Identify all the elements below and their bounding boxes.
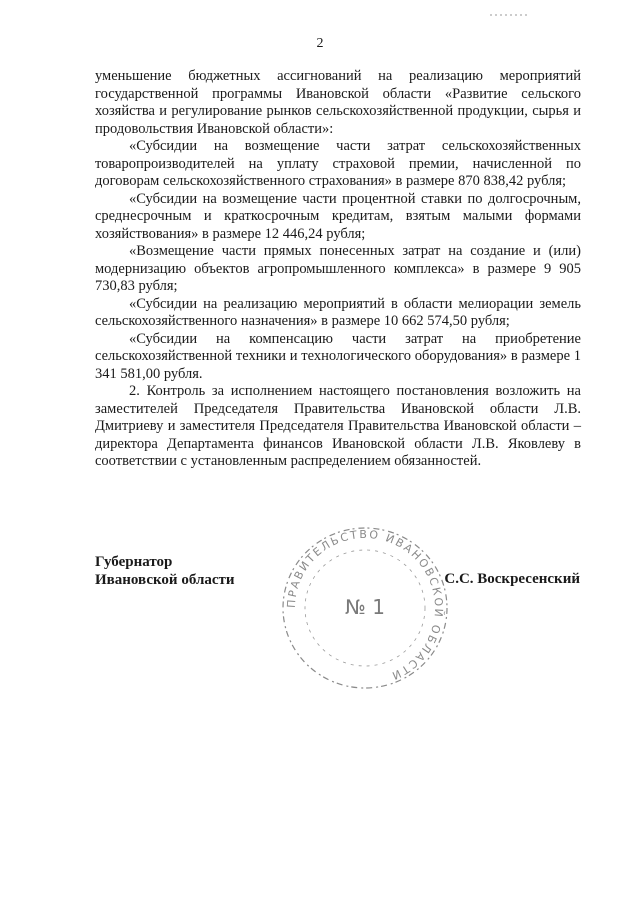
scan-artifact <box>490 4 530 8</box>
official-stamp <box>270 518 460 698</box>
paragraph-insurance-subsidy: «Субсидии на возмещение части затрат сельскохозяйственных товаропроизводителей на уплату страховой премии, начисленной по договорам сельскохозяйственного страхования» в размере 870 838,42 рубля; <box>95 138 581 189</box>
stamp-outer-text: ПРАВИТЕЛЬСТВО ИВАНОВСКОЙ ОБЛАСТИ <box>284 527 446 683</box>
stamp-number: № 1 <box>345 595 385 619</box>
paragraph-equipment: «Субсидии на компенсацию части затрат на приобретение сельскохозяйственной техники и технологического оборудования» в размере 1 341 581,00 рубля. <box>95 330 581 382</box>
paragraph-control: 2. Контроль за исполнением настоящего постановления возложить на заместителей Председателя Правительства Ивановской области Л.В. Дмитриеву и заместителя Председателя Правительства Ивановской области – директора Департамента финансов Ивановской области Л.В. Яковлеву в соответствии с установленным распределением обязанностей. <box>95 383 581 469</box>
signatory-title-line2: Ивановской области <box>95 572 235 588</box>
signatory-name: С.С. Воскресенский <box>444 571 580 587</box>
paragraph-interest-subsidy: «Субсидии на возмещение части процентной ставки по долгосрочным, среднесрочным и краткосрочным кредитам, взятым малыми формами хозяйствования» в размере 12 446,24 рубля; <box>95 190 581 242</box>
document-body <box>95 68 581 471</box>
signatory-title-line1: Губернатор <box>95 554 173 570</box>
page-number: 2 <box>316 36 324 51</box>
paragraph-melioration: «Субсидии на реализацию мероприятий в области мелиорации земель сельскохозяйственного назначения» в размере 10 662 574,50 рубля; <box>95 295 581 329</box>
signatory-title <box>95 553 235 589</box>
paragraph-modernization: «Возмещение части прямых понесенных затрат на создание и (или) модернизацию объектов агропромышленного комплекса» в размере 9 905 730,83 рубля; <box>95 243 581 294</box>
paragraph-intro: уменьшение бюджетных ассигнований на реализацию мероприятий государственной программы Ивановской области «Развитие сельского хозяйства и регулирование рынков сельскохозяйственной продукции, сырья и продовольствия Ивановской области»: <box>95 68 581 137</box>
